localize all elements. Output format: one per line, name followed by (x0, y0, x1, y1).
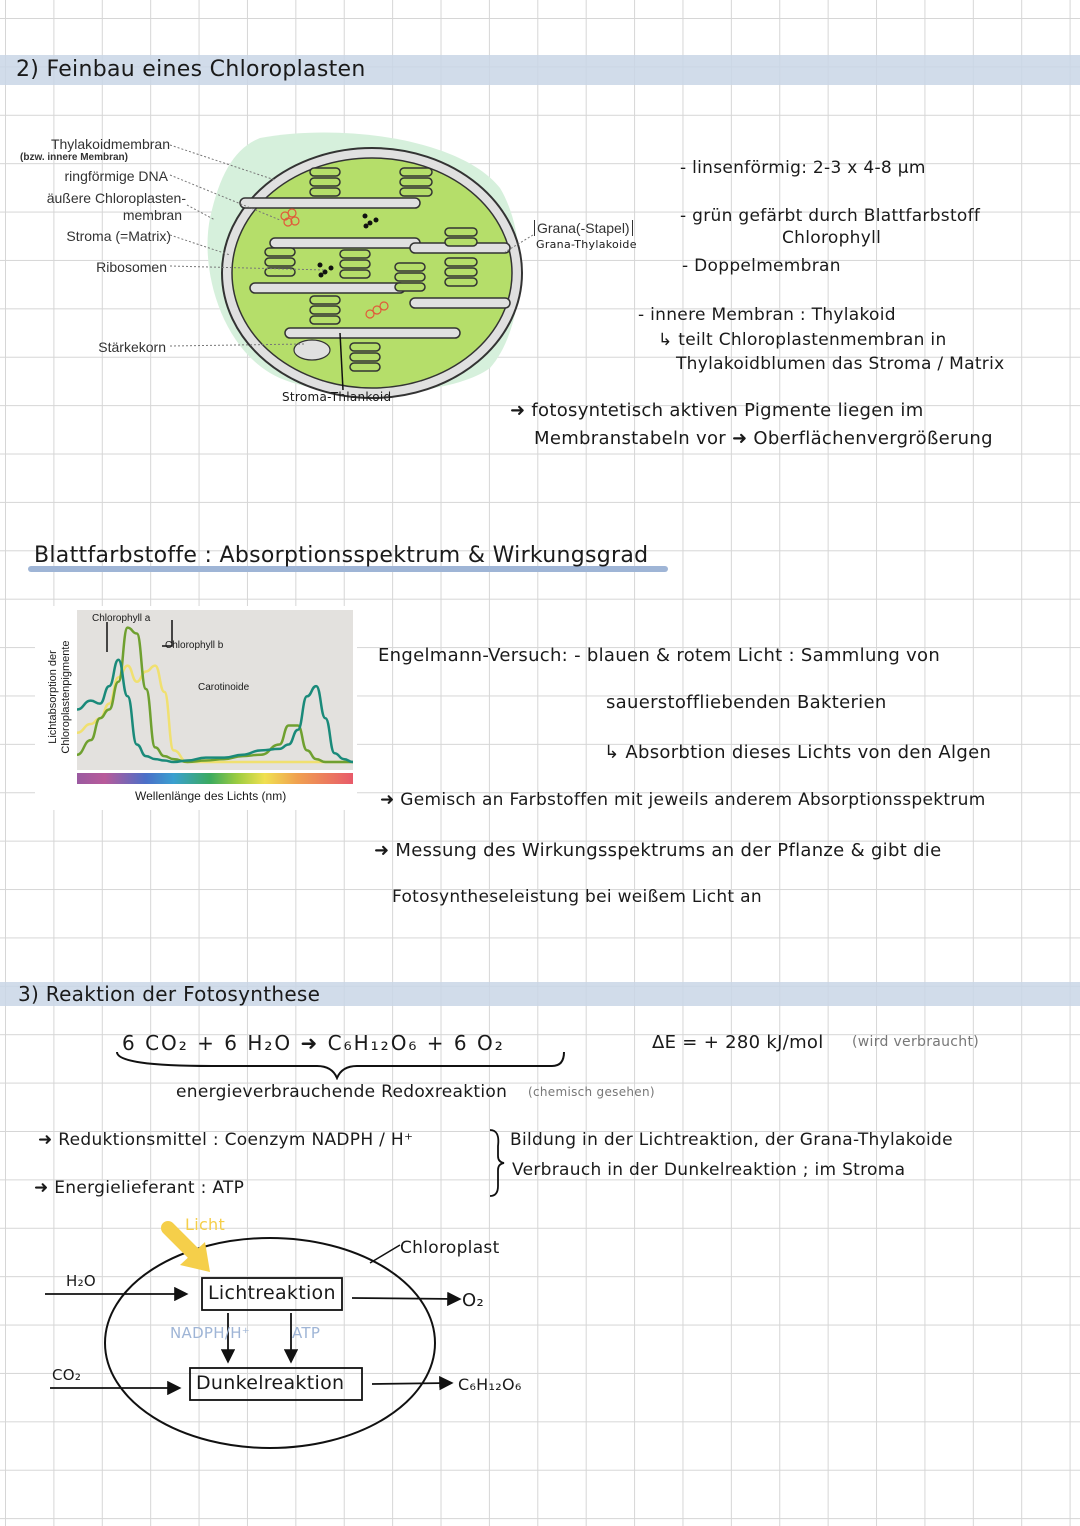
photosynthesis-equation: 6 CO₂ + 6 H₂O ➜ C₆H₁₂O₆ + 6 O₂ (122, 1031, 505, 1055)
light-label: Licht (185, 1215, 226, 1234)
engelmann-line: ➜ Gemisch an Farbstoffen mit jeweils anderem Absorptionsspektrum (380, 790, 986, 810)
brace-note: (chemisch gesehen) (528, 1085, 655, 1099)
absorption-chart (35, 606, 357, 810)
curly-brace (112, 1050, 567, 1080)
verbrauch-line: Verbrauch in der Dunkelreaktion ; im Stroma (512, 1160, 906, 1180)
legend-chlorophyll-b: Chlorophyll b (165, 640, 224, 651)
co2-label: CO₂ (52, 1366, 82, 1384)
label-grana: Grana(-Stapel) (534, 220, 633, 236)
glucose-arrow (372, 1383, 450, 1384)
label-staerkekorn: Stärkekorn (98, 339, 166, 355)
o2-label: O₂ (462, 1290, 484, 1311)
note-line: ↳ teilt Chloroplastenmembran in (658, 330, 947, 350)
label-stroma-thylakoid: Stroma-Thlankoid (282, 390, 392, 404)
glucose-label: C₆H₁₂O₆ (458, 1375, 522, 1394)
energielieferant-line: ➜ Energielieferant : ATP (34, 1178, 245, 1198)
note-line: Thylakoidblumen das Stroma / Matrix (676, 354, 1005, 374)
series-line-chlorophyll-a (77, 660, 353, 762)
bildung-line: Bildung in der Lichtreaktion, der Grana-Thylakoide (510, 1130, 953, 1150)
section-title-blattfarbstoffe: Blattfarbstoffe : Absorptionsspektrum & Wirkungsgrad (34, 543, 649, 568)
brace-label: energieverbrauchende Redoxreaktion (176, 1082, 508, 1102)
o2-arrow (352, 1298, 458, 1299)
series-line-carotinoide (77, 666, 353, 762)
label-grana-thylakoide: Grana-Thylakoide (536, 238, 637, 251)
label-thylakoidmembran: Thylakoidmembran (bzw. innere Membran) (20, 136, 170, 163)
chloroplast-label: Chloroplast (400, 1238, 500, 1258)
engelmann-line: Engelmann-Versuch: - blauen & rotem Licht : Sammlung von (378, 645, 941, 666)
label-ribosomen: Ribosomen (96, 259, 167, 275)
section-title-reaktion: 3) Reaktion der Fotosynthese (18, 982, 321, 1006)
reduktionsmittel-line: ➜ Reduktionsmittel : Coenzym NADPH / H⁺ (38, 1130, 414, 1150)
label-outer-membrane: äußere Chloroplasten- membran (46, 190, 186, 223)
engelmann-line: sauerstoffliebenden Bakterien (606, 692, 887, 713)
note-line: - innere Membran : Thylakoid (638, 305, 896, 325)
engelmann-line: Fotosyntheseleistung bei weißem Licht an (392, 887, 762, 907)
note-line: Membranstabeln vor ➜ Oberflächenvergrößerung (534, 428, 993, 449)
label-leader-lines (165, 140, 545, 360)
nadph-label: NADPH/H⁺ (170, 1324, 251, 1342)
legend-carotinoide: Carotinoide (198, 682, 250, 693)
dunkelreaktion-label: Dunkelreaktion (196, 1372, 345, 1394)
legend-chlorophyll-a: Chlorophyll a (92, 613, 151, 624)
label-stroma: Stroma (=Matrix) (66, 228, 171, 244)
spectrum-bar (77, 773, 353, 784)
delta-energy: ΔE = + 280 kJ/mol (652, 1032, 824, 1053)
note-line: - linsenförmig: 2-3 x 4-8 µm (680, 158, 926, 178)
chloroplast-pointer (370, 1245, 400, 1263)
atp-label: ATP (292, 1324, 321, 1342)
note-line: - grün gefärbt durch Blattfarbstoff (680, 206, 981, 226)
engelmann-line: ↳ Absorbtion dieses Lichts von den Algen (604, 742, 992, 763)
right-brace (486, 1128, 508, 1198)
section-title-feinbau: 2) Feinbau eines Chloroplasten (16, 57, 366, 82)
chloroplast-outline (105, 1238, 435, 1448)
note-line: - Doppelmembran (682, 256, 841, 276)
label-dna: ringförmige DNA (64, 168, 168, 184)
note-line: ➜ fotosyntetisch aktiven Pigmente liegen im (510, 400, 924, 421)
lichtreaktion-label: Lichtreaktion (208, 1282, 336, 1304)
delta-note: (wird verbraucht) (852, 1034, 980, 1050)
engelmann-line: ➜ Messung des Wirkungsspektrums an der Pflanze & gibt die (374, 840, 942, 861)
y-axis-label: Lichtabsorption der Chloroplastenpigmente (47, 640, 72, 754)
x-axis-label: Wellenlänge des Lichts (nm) (135, 789, 287, 803)
h2o-label: H₂O (66, 1272, 96, 1290)
note-line: Chlorophyll (782, 228, 882, 248)
